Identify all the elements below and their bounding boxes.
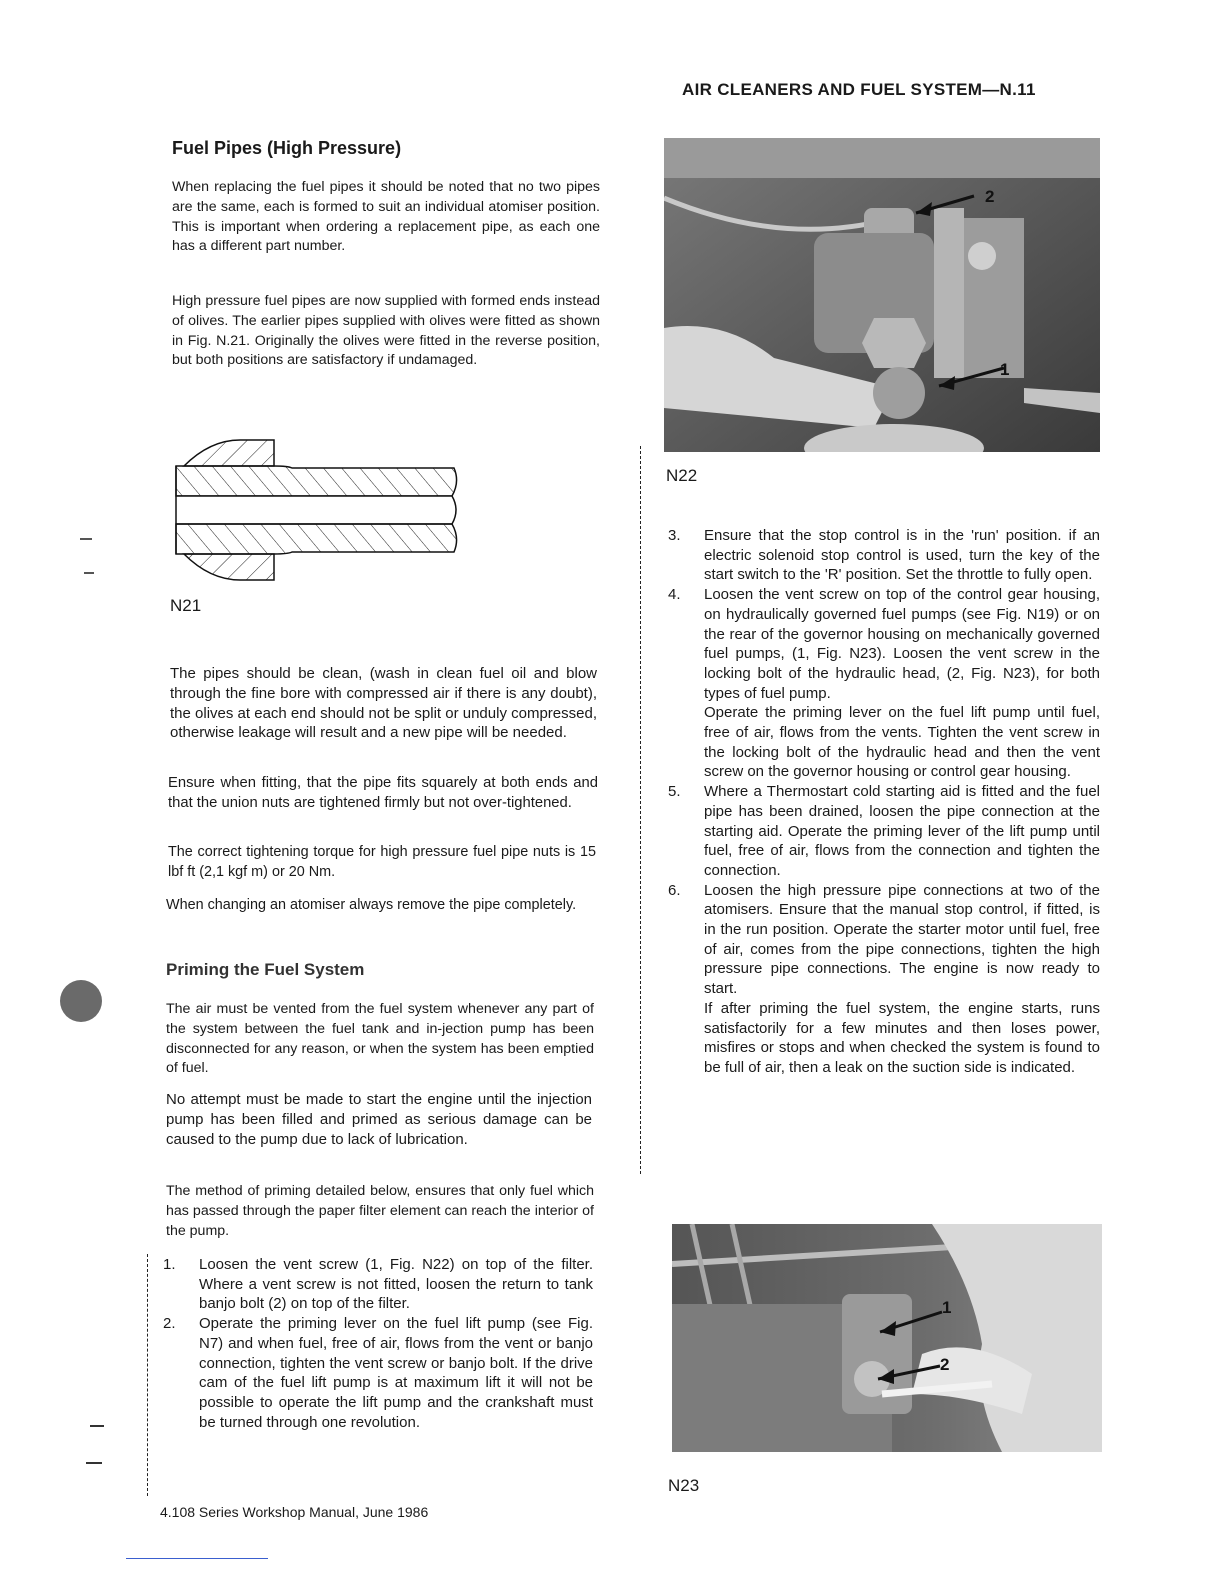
priming-heading: Priming the Fuel System [166, 960, 365, 979]
step-6 [668, 881, 1100, 1078]
step-text: Loosen the high pressure pipe connections at two of the atomisers. Ensure that the manual stop control, if fitted, is in the run position. Operate the starter motor until fuel, free of air, comes from the pipe connections, tighten the high pressure pipe connections. The engine is now ready to start. [704, 881, 1100, 998]
fuel-pump-photo [672, 1224, 1102, 1452]
step-text-continued: If after priming the fuel system, the engine starts, runs satisfactorily for a few minutes and then loses power, misfires or stops and when checked the system is found to be full of air, then a leak on the suction side is indicated. [704, 999, 1100, 1076]
n22-callout-2: 2 [985, 187, 995, 206]
priming-paragraph-3: The method of priming detailed below, ensures that only fuel which has passed through the paper filter element can reach the interior of the pump. [166, 1183, 594, 1239]
step-number: 6. [668, 881, 681, 899]
figure-n21-label: N21 [170, 596, 202, 615]
step-1 [163, 1255, 593, 1314]
n23-callout-2: 2 [940, 1355, 950, 1374]
margin-mark [80, 538, 92, 540]
step-number: 2. [163, 1315, 176, 1333]
priming-steps-right [668, 526, 1100, 1078]
fuel-pipes-paragraph-4: Ensure when fitting, that the pipe fits squarely at both ends and that the union nuts are tightened firmly but not over-tightened. [168, 775, 598, 811]
footer-link-rule [126, 1558, 268, 1559]
priming-steps-left [163, 1255, 593, 1432]
fuel-pipes-paragraph-2: High pressure fuel pipes are now supplied with formed ends instead of olives. The earlier pipes supplied with olives were fitted as shown in Fig. N.21. Originally the olives were fitted in the reverse position, but both positions are satisfactory if undamaged. [172, 293, 600, 369]
change-bar [147, 1254, 148, 1496]
step-text: Loosen the vent screw on top of the control gear housing, on hydraulically governed fuel pumps (see Fig. N19) or on the rear of the governor housing on mechanically governed fuel pumps, (1, Fig. N23). Loosen the vent screw in the locking bolt of the hydraulic head, (2, Fig. N23), for both types of fuel pump. [704, 586, 1100, 702]
step-text: Ensure that the stop control is in the 'run' position. if an electric solenoid stop control is used, turn the key of the start switch to the 'R' position. Set the throttle to fully open. [704, 527, 1100, 584]
priming-paragraph-1: The air must be vented from the fuel system whenever any part of the system between the fuel tank and in-jection pump has been disconnected for any reason, or when the system has been emptied of fuel. [166, 1001, 594, 1077]
step-4 [668, 585, 1100, 782]
step-text: Where a Thermostart cold starting aid is fitted and the fuel pipe has been drained, loosen the pipe connection at the starting aid. Operate the priming lever of the lift pump until fuel, free of air, flows from the connection and tighten the connection. [704, 783, 1100, 879]
page-footer: 4.108 Series Workshop Manual, June 1986 [160, 1504, 429, 1520]
figure-n22-label: N22 [666, 466, 698, 485]
n23-callout-1: 1 [942, 1298, 952, 1317]
fuel-pipes-paragraph-3: The pipes should be clean, (wash in clean fuel oil and blow through the fine bore with compressed air if there is any doubt), the olives at each end should not be split or unduly compressed, otherwise leakage will result and a new pipe will be needed. [170, 665, 597, 742]
margin-mark [84, 572, 94, 574]
step-text-continued: Operate the priming lever on the fuel lift pump until fuel, free of air, flows from the vents. Tighten the vent screw in the locking bolt of the hydraulic head and then the vent screw on the governor housing or control gear housing. [704, 704, 1100, 781]
n22-callout-1: 1 [1000, 360, 1010, 379]
binder-hole [60, 980, 102, 1022]
fuel-pipes-paragraph-1: When replacing the fuel pipes it should be noted that no two pipes are the same, each is formed to suit an individual atomiser position. This is important when ordering a replacement pipe, as each one has a different part number. [172, 179, 600, 255]
fuel-pipes-paragraph-6: When changing an atomiser always remove the pipe completely. [166, 897, 577, 913]
change-bar [640, 446, 641, 1174]
pipe-olive-diagram [170, 438, 470, 588]
step-number: 1. [163, 1256, 176, 1273]
figure-n23-label: N23 [668, 1476, 700, 1495]
step-number: 4. [668, 586, 681, 604]
step-text: Loosen the vent screw (1, Fig. N22) on top of the filter. Where a vent screw is not fitted, loosen the return to tank banjo bolt (2) on top of the filter. [199, 1256, 593, 1313]
fuel-pipes-paragraph-5: The correct tightening torque for high pressure fuel pipe nuts is 15 lbf ft (2,1 kgf m) or 20 Nm. [168, 844, 596, 880]
step-5 [668, 782, 1100, 881]
page-header: AIR CLEANERS AND FUEL SYSTEM—N.11 [682, 80, 1036, 99]
priming-paragraph-2: No attempt must be made to start the engine until the injection pump has been filled and primed as serious damage can be caused to the pump due to lack of lubrication. [166, 1091, 592, 1148]
step-2 [163, 1314, 593, 1432]
step-number: 5. [668, 783, 681, 801]
fuel-filter-photo [664, 138, 1100, 452]
step-3 [668, 526, 1100, 585]
step-number: 3. [668, 527, 681, 544]
step-text: Operate the priming lever on the fuel lift pump (see Fig. N7) and when fuel, free of air, flows from the vent or banjo connection, tighten the vent screw or banjo bolt. If the drive cam of the fuel lift pump is at maximum lift it will not be possible to operate the lift pump and the crankshaft must be turned through one revolution. [199, 1315, 593, 1431]
margin-mark [90, 1425, 104, 1427]
fuel-pipes-heading: Fuel Pipes (High Pressure) [172, 138, 402, 158]
margin-mark [86, 1462, 102, 1464]
